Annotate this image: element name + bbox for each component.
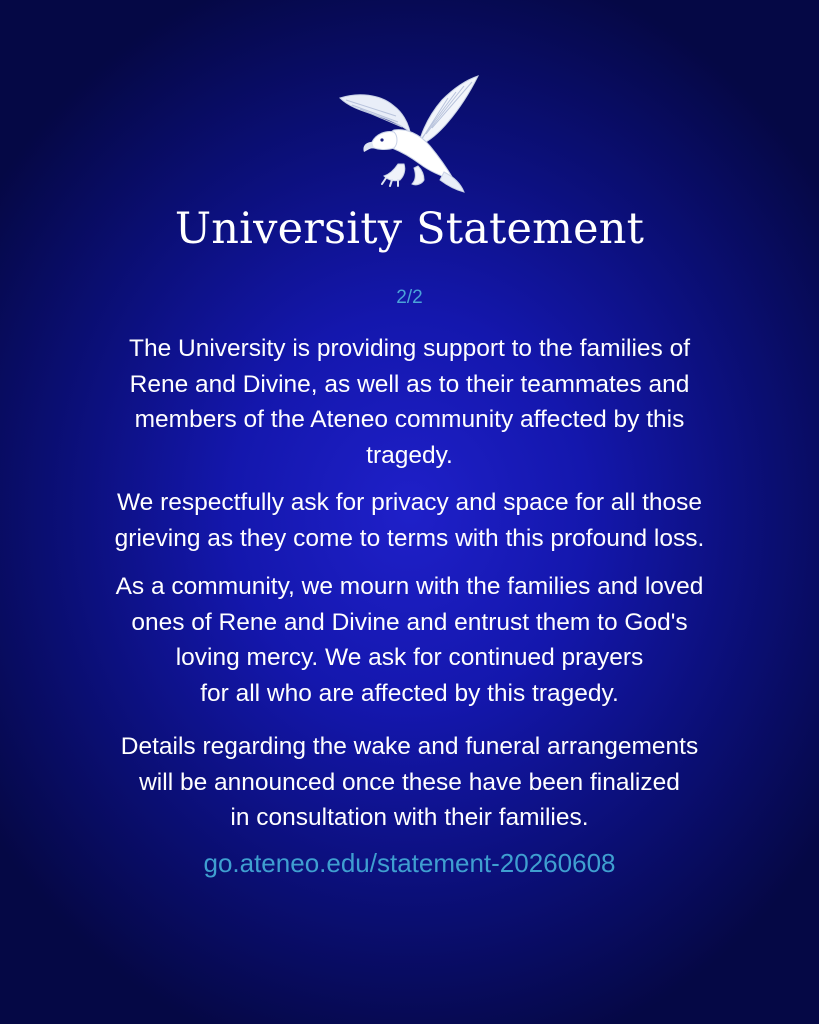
paragraph-mourning: As a community, we mourn with the families and loved ones of Rene and Divine and entrust them to God's loving mercy. We ask for continued prayers for all who are affected by this tragedy. (115, 573, 704, 707)
paragraph-support: The University is providing support to the families of Rene and Divine, as well as to their teammates and members of the Ateneo community affected by this tragedy. (128, 335, 691, 469)
eagle-icon (336, 72, 484, 198)
page-indicator: 2/2 (396, 287, 423, 308)
statement-link[interactable]: go.ateneo.edu/statement-20260608 (203, 848, 616, 878)
paragraph-privacy: We respectfully ask for privacy and space for all those grieving as they come to terms with this profound loss. (114, 489, 705, 552)
paragraph-arrangements: Details regarding the wake and funeral arrangements will be announced once these have been finalized in consultation with their families. (120, 733, 699, 831)
page-title: University Statement (174, 204, 645, 254)
